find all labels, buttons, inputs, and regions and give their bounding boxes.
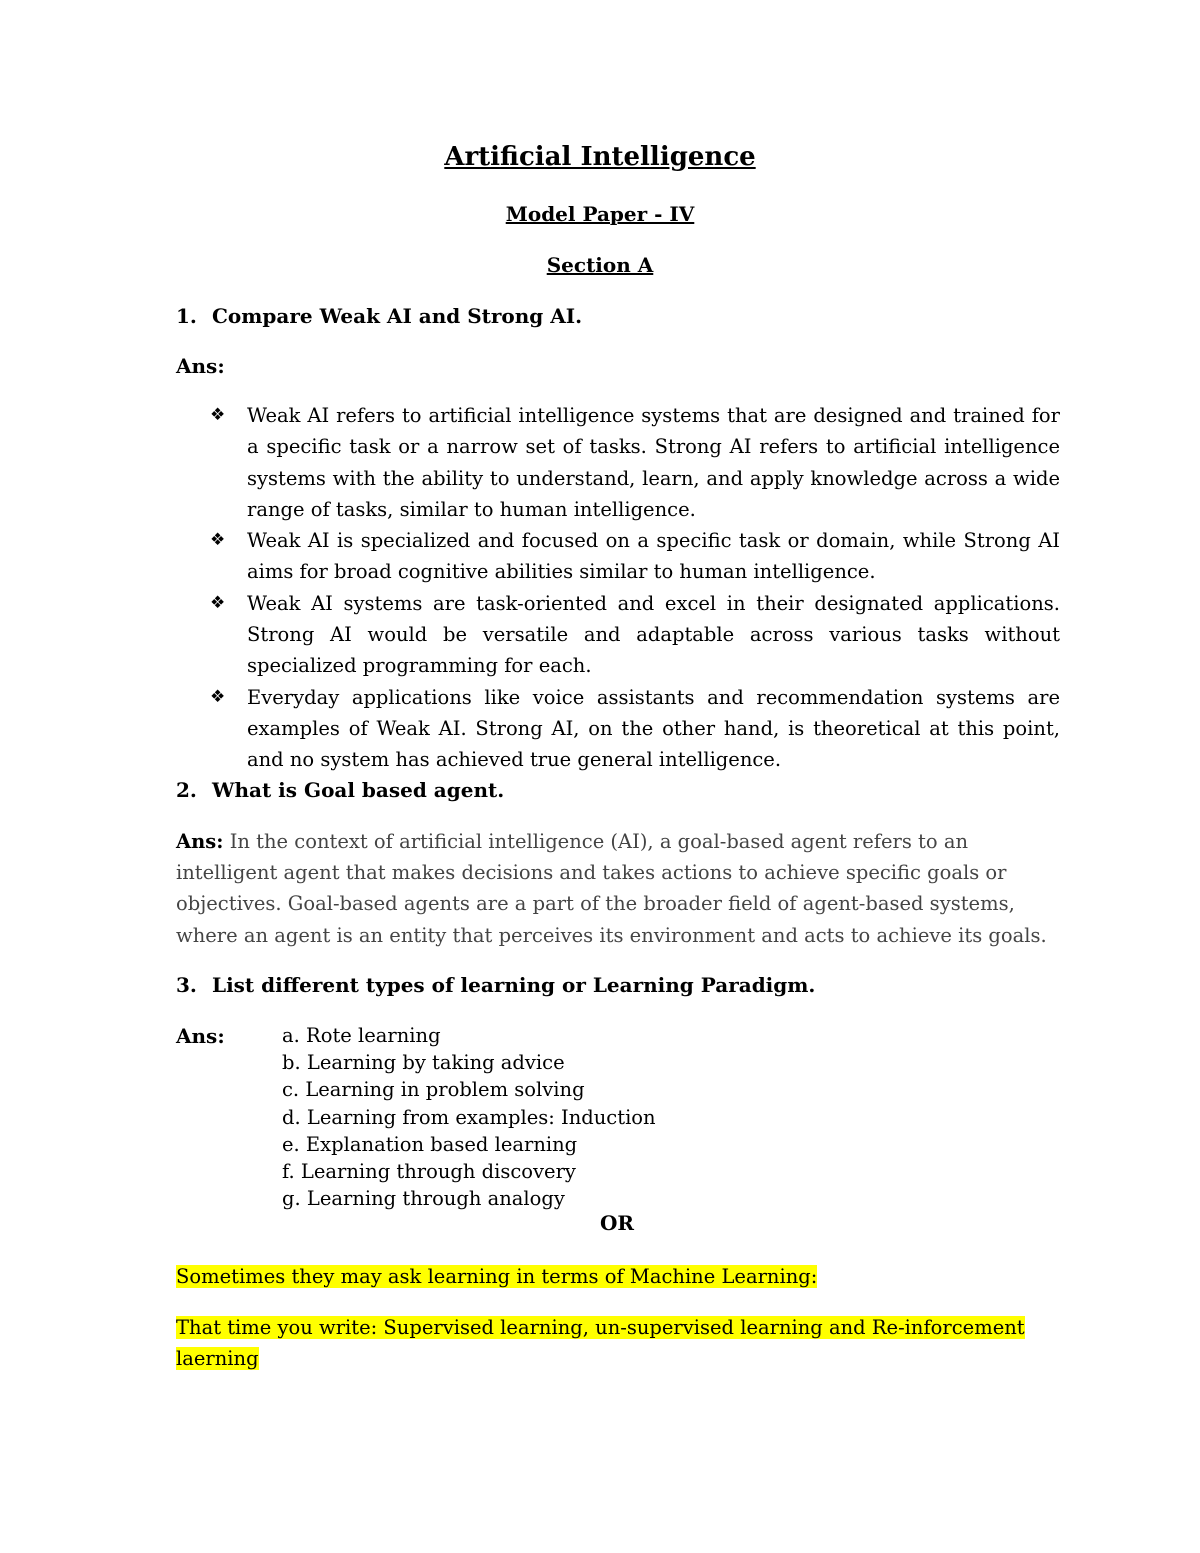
question-number: 2. (176, 778, 197, 802)
list-item: b. Learning by taking advice (282, 1051, 565, 1075)
answer-paragraph-2 (176, 826, 1056, 951)
list-item: ❖ Weak AI systems are task-oriented and excel in their designated applications. Strong AI would be versatile and adaptable across various tasks without specialized programming for each. (210, 588, 1060, 682)
or-separator: OR (600, 1211, 635, 1235)
diamond-bullet-icon: ❖ (210, 530, 226, 551)
learning-types-list (282, 1022, 656, 1212)
highlighted-note-1 (176, 1261, 1056, 1292)
answer-bullet-list (210, 400, 1060, 776)
diamond-bullet-icon: ❖ (210, 686, 226, 707)
list-item: ❖ Everyday applications like voice assistants and recommendation systems are examples of Weak AI. Strong AI, on the other hand, is theoretical at this point, and no system has achieved true general intelligence. (210, 682, 1060, 776)
section-heading: Section A (546, 253, 654, 277)
answer-label-3: Ans: (176, 1024, 225, 1048)
list-item: d. Learning from examples: Induction (282, 1105, 656, 1129)
answer-label-1: Ans: (176, 354, 225, 378)
list-item: ❖ Weak AI is specialized and focused on a specific task or domain, while Strong AI aims for broad cognitive abilities similar to human intelligence. (210, 525, 1060, 588)
diamond-bullet-icon: ❖ (210, 405, 226, 425)
question-2 (176, 778, 504, 802)
list-item: ❖ Weak AI refers to artificial intelligence systems that are designed and trained for a specific task or a narrow set of tasks. Strong AI refers to artificial intelligence systems with the ability to understand, learn, and apply knowledge across a wide range of tasks, similar to human intelligence. (210, 400, 1060, 525)
answer-text: In the context of artificial intelligence (AI), a goal-based agent refers to an intelligent agent that makes decisions and takes actions to achieve specific goals or objectives. Goal-based agents are a part of the broader field of agent-based systems, where an agent is an entity that perceives its environment and acts to achieve its goals. (176, 830, 1047, 947)
diamond-bullet-icon: ❖ (210, 592, 226, 613)
question-1 (176, 304, 582, 328)
question-text: Compare Weak AI and Strong AI. (212, 304, 583, 328)
question-number: 3. (176, 973, 197, 997)
list-item: c. Learning in problem solving (282, 1078, 585, 1102)
list-item: a. Rote learning (282, 1024, 441, 1047)
question-3 (176, 973, 815, 997)
highlighted-note-2 (176, 1312, 1056, 1374)
question-number: 1. (176, 304, 197, 328)
highlighted-text: Sometimes they may ask learning in terms of Machine Learning: (176, 1265, 818, 1288)
list-item: f. Learning through discovery (282, 1160, 576, 1184)
highlighted-text: That time you write: Supervised learning, un-supervised learning and Re-inforcement laerning (176, 1316, 1025, 1370)
question-text: What is Goal based agent. (212, 778, 505, 802)
document-title: Artificial Intelligence (444, 142, 756, 172)
question-text: List different types of learning or Learning Paradigm. (212, 973, 816, 997)
answer-label-2: Ans: (176, 830, 224, 853)
list-item: e. Explanation based learning (282, 1132, 578, 1156)
model-paper-heading: Model Paper - IV (505, 202, 695, 226)
list-item: g. Learning through analogy (282, 1187, 565, 1211)
